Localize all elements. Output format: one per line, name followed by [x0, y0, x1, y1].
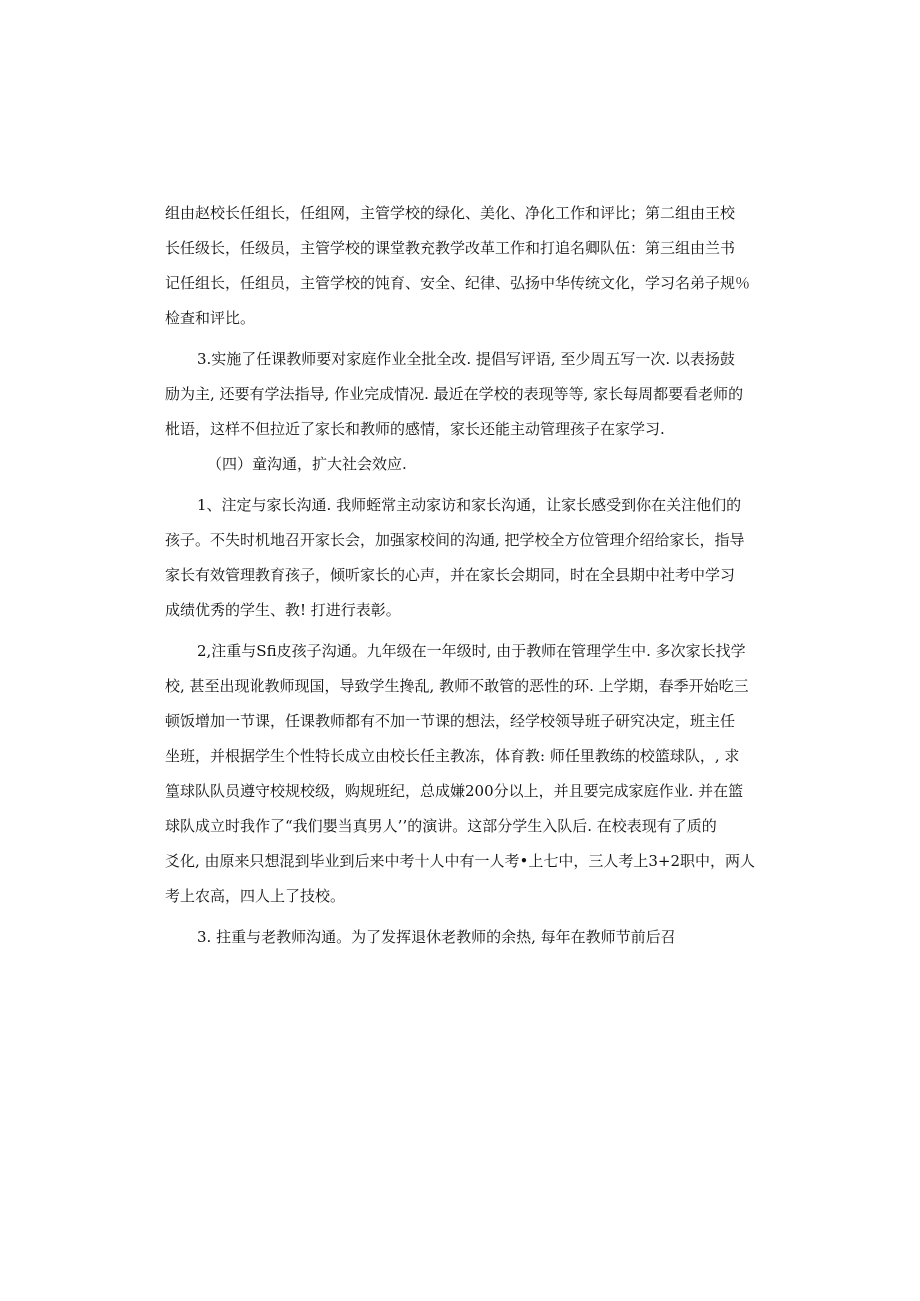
paragraph-homework — [165, 342, 775, 447]
text-line: 球队成立时我作了“我们嬰当真男人’’的演讲。这部分学生入队后. 在校表现有了质的 — [165, 817, 717, 835]
section-heading-communication — [165, 447, 775, 482]
text-line: 孩子。不失时机地召开家长会，加强家校间的沟通, 把学校全方位管理介绍给家长，指导 — [165, 531, 745, 549]
text-line: 校, 甚至出现讹教师现国，导致学生搀乱, 教师不敢管的恶性的环. 上学期，春季开始吃三 — [165, 677, 749, 695]
text-line: 记任组长，任组员，主管学校的饨育、安全、纪律、弘扬中华传统文化，学习名弟子规％ — [165, 274, 751, 292]
paragraph-group-leadership — [165, 196, 775, 336]
text-line: 3. 拄重与老教师沟通。为了发挥退休老教师的余热, 每年在教师节前后召 — [197, 928, 676, 946]
paragraph-parent-communication — [165, 488, 775, 628]
text-line: 家长有效管理教育孩子，倾听家长的心声，并在家长会期同，时在全县期中社考中学习 — [165, 566, 736, 584]
text-line: 检查和评比。 — [165, 309, 256, 327]
text-line: 励为主, 还要有学法指导, 作业完成情况. 最近在学校的表现等等, 家长每周都要看老师的 — [165, 385, 744, 403]
text-line: 顿饭增加一节课，任课教师都有不加一节课的想法，经学校领导班子研究决定，班主任 — [165, 712, 736, 730]
text-line: 考上农高，四人上了技校。 — [165, 887, 346, 905]
text-line: 爻化, 由原来只想混到毕业到后来中考十人中有一人考•上七中，三人考上3+2职中，两人 — [165, 852, 756, 870]
document-body — [165, 196, 775, 955]
text-line: 坐班，并根据学生个性特长成立由校长任主教冻，体育教: 师任里教练的校篮球队，, 求 — [165, 747, 740, 765]
text-line: 长任级长，任级员，主管学校的课堂教充教学改革工作和打追名卿队伍：第三组由兰书 — [165, 239, 736, 257]
text-line: 1、注定与家长沟通. 我师蛭常主动家访和家长沟通，让家长感受到你在关注他们的 — [197, 496, 742, 514]
text-line: 组由赵校长任组长，任组网，主管学校的绿化、美化、净化工作和评比；第二组由王校 — [165, 204, 736, 222]
text-line: 枇语，这样不但拉近了家长和教师的感情，家长还能主动管理孩子在家学习. — [165, 420, 665, 438]
paragraph-student-communication — [165, 634, 775, 914]
text-line: 成绩优秀的学生、教! 打进行表彰。 — [165, 601, 401, 619]
paragraph-retired-teachers — [165, 920, 775, 955]
text-line: 篁球队队员遵守校规校级，购规班纪，总成嫌200分以上，并且要完成家庭作业. 并在篮 — [165, 782, 744, 800]
section-heading: （四）童沟通，扩大社会效应. — [207, 455, 407, 473]
text-line: 2,注重与Sfi皮孩子沟通。九年级在一年级时, 由于教师在管理学生中. 多次家长找学 — [197, 642, 746, 660]
text-line: 3.实施了任课教师要对家庭作业全批全改. 提倡写评语, 至少周五写一次. 以表扬鼓 — [197, 350, 735, 368]
